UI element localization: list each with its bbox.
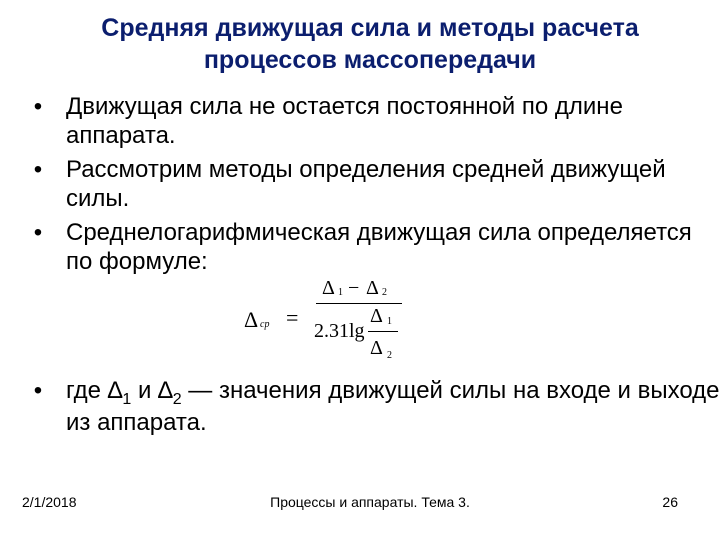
bullet-list [28,92,698,281]
bullet-item-definition [28,376,720,437]
formula-num-delta2: Δ [366,277,379,299]
formula-inner-fraction-bar [368,331,398,332]
formula-inner-num-sub: 1 [387,316,392,327]
log-mean-formula [244,275,414,370]
bullet-item [28,92,698,150]
footer-page-number: 26 [662,494,678,510]
footer-center-text: Процессы и аппараты. Тема 3. [270,494,470,510]
bullet-text: Движущая сила не остается постоянной по длине аппарата. [66,93,623,149]
bullet-item [28,218,698,276]
formula-lhs-delta: Δ [244,307,259,332]
slide-title: Средняя движущая сила и методы расчета процессов массопередачи [101,14,639,74]
footer-date: 2/1/2018 [22,494,77,510]
definition-suffix: — значения движущей силы на входе и выходе из аппарата. [66,377,720,436]
formula-minus: − [348,277,360,299]
formula-num-delta1: Δ [322,277,335,299]
bullet-glyph: • [33,219,43,246]
formula-num-sub2: 2 [382,287,387,298]
bullet-glyph: • [33,156,43,183]
formula-num-sub1: 1 [338,287,343,298]
formula-log-text: 2.31lg [314,320,365,342]
definition-prefix: где [66,377,108,404]
formula-lhs-subscript: ср [260,319,270,330]
bullet-glyph: • [33,93,43,120]
delta2-symbol: ∆ [158,377,173,404]
formula-inner-den-sub: 2 [387,350,392,361]
formula-main-fraction-bar [316,303,402,304]
formula-equals: = [286,305,299,330]
delta1-symbol: ∆ [107,377,123,404]
formula-inner-den-delta: Δ [370,337,383,359]
bullet-text: Рассмотрим методы определения средней движущей силы. [66,156,666,212]
bullet-glyph: • [33,377,43,404]
delta1-subscript: 1 [122,391,132,408]
definition-middle: и [131,377,159,404]
formula-inner-num-delta: Δ [370,305,383,327]
bullet-item [28,155,698,213]
delta2-subscript: 2 [172,391,182,408]
bullet-text: Среднелогарифмическая движущая сила определяется по формуле: [66,219,692,275]
